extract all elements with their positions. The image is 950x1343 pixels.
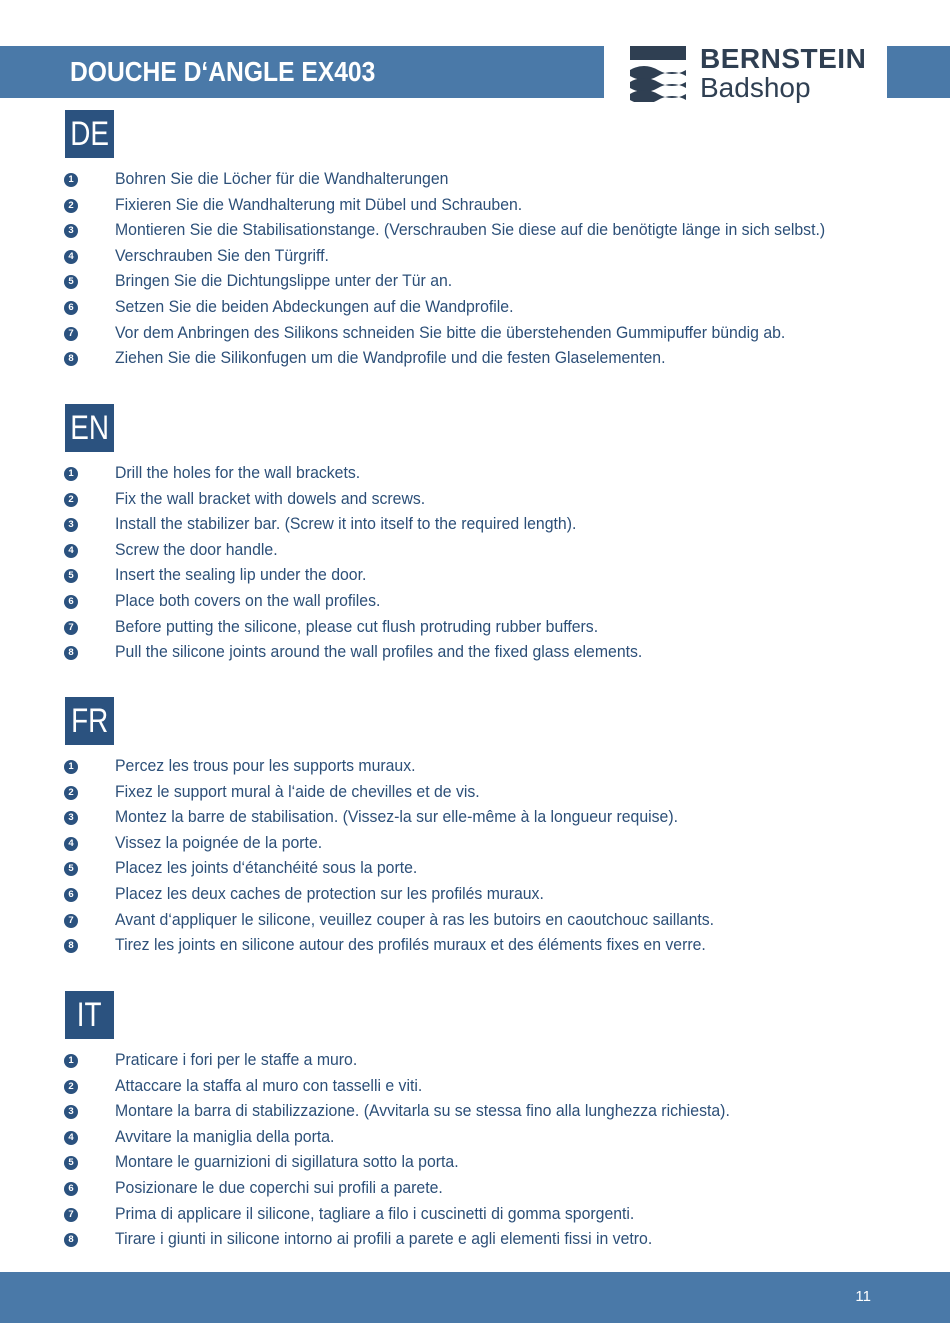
step-number: 1 xyxy=(64,173,78,187)
step-number: 3 xyxy=(64,1105,78,1119)
step-item xyxy=(0,540,950,566)
step-text: Drill the holes for the wall brackets. xyxy=(115,463,361,482)
footer-bar xyxy=(0,1272,950,1323)
step-list xyxy=(0,756,950,961)
step-number: 3 xyxy=(64,224,78,238)
step-item xyxy=(0,169,950,195)
step-item xyxy=(0,591,950,617)
step-number: 4 xyxy=(64,1131,78,1145)
step-number: 7 xyxy=(64,621,78,635)
step-item xyxy=(0,348,950,374)
header-accent-bar xyxy=(887,46,950,98)
step-number: 6 xyxy=(64,595,78,609)
step-number: 2 xyxy=(64,786,78,800)
step-text: Placez les deux caches de protection sur les profilés muraux. xyxy=(115,883,544,903)
step-number: 5 xyxy=(64,275,78,289)
step-number: 6 xyxy=(64,1182,78,1196)
language-badge: DE xyxy=(65,110,114,158)
step-text: Fix the wall bracket with dowels and screws. xyxy=(115,488,426,508)
step-text: Pull the silicone joints around the wall profiles and the fixed glass elements. xyxy=(115,642,643,662)
step-item xyxy=(0,246,950,272)
step-item xyxy=(0,297,950,323)
step-text: Praticare i fori per le staffe a muro. xyxy=(115,1050,358,1069)
step-item xyxy=(0,1127,950,1153)
step-text: Avvitare la maniglia della porta. xyxy=(115,1126,335,1146)
brand-logo xyxy=(630,43,870,106)
step-list xyxy=(0,463,950,668)
step-number: 3 xyxy=(64,518,78,532)
step-text: Prima di applicare il silicone, tagliare a filo i cuscinetti di gomma sporgenti. xyxy=(115,1203,635,1223)
step-text: Placez les joints d‘étanchéité sous la porte. xyxy=(115,858,418,878)
step-item xyxy=(0,833,950,859)
step-text: Percez les trous pour les supports muraux. xyxy=(115,756,416,775)
step-text: Fixieren Sie die Wandhalterung mit Dübel und Schrauben. xyxy=(115,194,523,214)
step-number: 1 xyxy=(64,760,78,774)
step-number: 2 xyxy=(64,199,78,213)
language-badge: EN xyxy=(65,404,114,452)
step-text: Posizionare le due coperchi sui profili a parete. xyxy=(115,1177,443,1197)
step-item xyxy=(0,1204,950,1230)
step-item xyxy=(0,642,950,668)
step-text: Vissez la poignée de la porte. xyxy=(115,832,323,852)
step-number: 5 xyxy=(64,569,78,583)
language-badge: IT xyxy=(65,991,114,1039)
step-item xyxy=(0,220,950,246)
step-item xyxy=(0,1178,950,1204)
step-text: Avant d‘appliquer le silicone, veuillez couper à ras les butoirs en caoutchouc saillants. xyxy=(115,909,715,929)
step-text: Vor dem Anbringen des Silikons schneiden Sie bitte die überstehenden Gummipuffer bündig ab. xyxy=(115,322,786,342)
step-item xyxy=(0,514,950,540)
step-number: 7 xyxy=(64,914,78,928)
step-text: Place both covers on the wall profiles. xyxy=(115,590,381,610)
brand-subtitle: Badshop xyxy=(700,72,811,103)
step-item xyxy=(0,195,950,221)
step-item xyxy=(0,1076,950,1102)
step-text: Verschrauben Sie den Türgriff. xyxy=(115,245,329,265)
page-number: 11 xyxy=(855,1288,871,1305)
step-text: Tirare i giunti in silicone intorno ai profili a parete e agli elementi fissi in vetro. xyxy=(115,1229,653,1249)
step-item xyxy=(0,935,950,961)
step-text: Ziehen Sie die Silikonfugen um die Wandprofile und die festen Glaselementen. xyxy=(115,348,666,368)
header-bar xyxy=(0,46,604,98)
step-text: Install the stabilizer bar. (Screw it into itself to the required length). xyxy=(115,514,577,534)
step-text: Montieren Sie die Stabilisationstange. (Verschrauben Sie diese auf die benötigte länge in sich selbst.) xyxy=(115,220,826,240)
wave-logo-icon xyxy=(630,46,688,102)
step-number: 4 xyxy=(64,544,78,558)
step-item xyxy=(0,463,950,489)
step-number: 8 xyxy=(64,646,78,660)
step-number: 7 xyxy=(64,327,78,341)
step-number: 8 xyxy=(64,939,78,953)
step-item xyxy=(0,617,950,643)
step-item xyxy=(0,489,950,515)
step-item xyxy=(0,271,950,297)
step-number: 2 xyxy=(64,493,78,507)
step-item xyxy=(0,1050,950,1076)
step-text: Montez la barre de stabilisation. (Vissez-la sur elle-même à la longueur requise). xyxy=(115,807,678,827)
step-text: Attaccare la staffa al muro con tasselli e viti. xyxy=(115,1075,423,1095)
step-text: Insert the sealing lip under the door. xyxy=(115,565,367,585)
step-text: Montare la barra di stabilizzazione. (Avvitarla su se stessa fino alla lunghezza richiesta). xyxy=(115,1101,730,1121)
step-number: 6 xyxy=(64,888,78,902)
step-item xyxy=(0,565,950,591)
step-text: Before putting the silicone, please cut flush protruding rubber buffers. xyxy=(115,616,599,636)
step-number: 5 xyxy=(64,1156,78,1170)
step-number: 8 xyxy=(64,1233,78,1247)
step-item xyxy=(0,782,950,808)
step-text: Bohren Sie die Löcher für die Wandhalterungen xyxy=(115,169,449,188)
step-text: Setzen Sie die beiden Abdeckungen auf die Wandprofile. xyxy=(115,296,514,316)
language-badge: FR xyxy=(65,697,114,745)
step-number: 8 xyxy=(64,352,78,366)
step-number: 7 xyxy=(64,1208,78,1222)
step-number: 4 xyxy=(64,837,78,851)
step-number: 3 xyxy=(64,811,78,825)
step-text: Fixez le support mural à l‘aide de chevilles et de vis. xyxy=(115,781,480,801)
step-number: 6 xyxy=(64,301,78,315)
step-item xyxy=(0,807,950,833)
step-number: 5 xyxy=(64,862,78,876)
step-item xyxy=(0,756,950,782)
step-item xyxy=(0,1101,950,1127)
step-list xyxy=(0,169,950,374)
step-text: Tirez les joints en silicone autour des profilés muraux et des éléments fixes en verre. xyxy=(115,935,706,955)
step-item xyxy=(0,910,950,936)
step-text: Screw the door handle. xyxy=(115,539,278,559)
step-number: 2 xyxy=(64,1080,78,1094)
page-title: DOUCHE D‘ANGLE EX403 xyxy=(70,56,376,87)
step-item xyxy=(0,858,950,884)
step-item xyxy=(0,1152,950,1178)
step-number: 1 xyxy=(64,467,78,481)
step-text: Montare le guarnizioni di sigillatura sotto la porta. xyxy=(115,1152,459,1172)
step-list xyxy=(0,1050,950,1255)
brand-name: BERNSTEIN xyxy=(700,43,867,74)
step-text: Bringen Sie die Dichtungslippe unter der Tür an. xyxy=(115,271,453,291)
step-number: 1 xyxy=(64,1054,78,1068)
step-item xyxy=(0,323,950,349)
step-item xyxy=(0,1229,950,1255)
step-item xyxy=(0,884,950,910)
step-number: 4 xyxy=(64,250,78,264)
